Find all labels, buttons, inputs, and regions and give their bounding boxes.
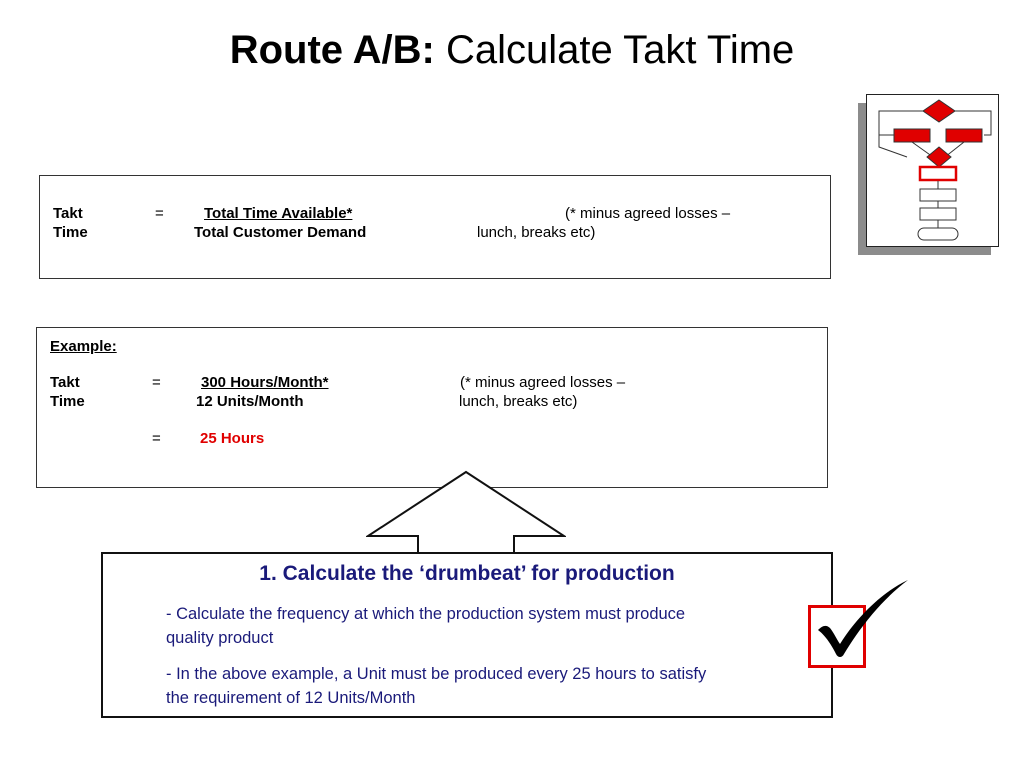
formula-note-line1: (* minus agreed losses – (565, 205, 731, 222)
callout-point1-line1: - Calculate the frequency at which the production system must produce (166, 605, 686, 623)
formula-box (39, 175, 831, 279)
up-arrow-icon (366, 470, 566, 554)
formula-denominator: Total Customer Demand (194, 224, 367, 241)
callout-point2-line1: - In the above example, a Unit must be produced every 25 hours to satisfy (166, 665, 707, 683)
formula-equals: = (155, 205, 164, 222)
example-numerator: 300 Hours/Month* (201, 374, 329, 391)
example-note-line2: lunch, breaks etc) (459, 393, 578, 410)
example-equals-result: = (152, 430, 161, 447)
formula-numerator-text: Total Time Available* (204, 205, 353, 222)
example-takt: Takt (50, 374, 80, 391)
formula-numerator (204, 205, 352, 223)
example-time: Time (50, 393, 85, 410)
formula-note-line2: lunch, breaks etc) (477, 224, 596, 241)
callout-heading: 1. Calculate the ‘drumbeat’ for production (259, 562, 675, 585)
example-heading: Example: (50, 338, 117, 355)
title-regular: Calculate Takt Time (445, 28, 795, 72)
process-flowchart-icon (867, 95, 998, 246)
title-bold: Route A/B: (229, 28, 435, 72)
example-note-line1: (* minus agreed losses – (460, 374, 626, 391)
example-box (36, 327, 828, 488)
formula-takt: Takt (53, 205, 83, 222)
formula-time: Time (53, 224, 88, 241)
example-denominator: 12 Units/Month (196, 393, 304, 410)
callout-point1-line2: quality product (166, 629, 274, 647)
page-title (0, 24, 1024, 76)
example-equals: = (152, 374, 161, 391)
checkmark-icon (812, 578, 912, 660)
callout-point2-line2: the requirement of 12 Units/Month (166, 689, 416, 707)
example-result: 25 Hours (200, 430, 265, 447)
flowchart-card (866, 94, 999, 247)
